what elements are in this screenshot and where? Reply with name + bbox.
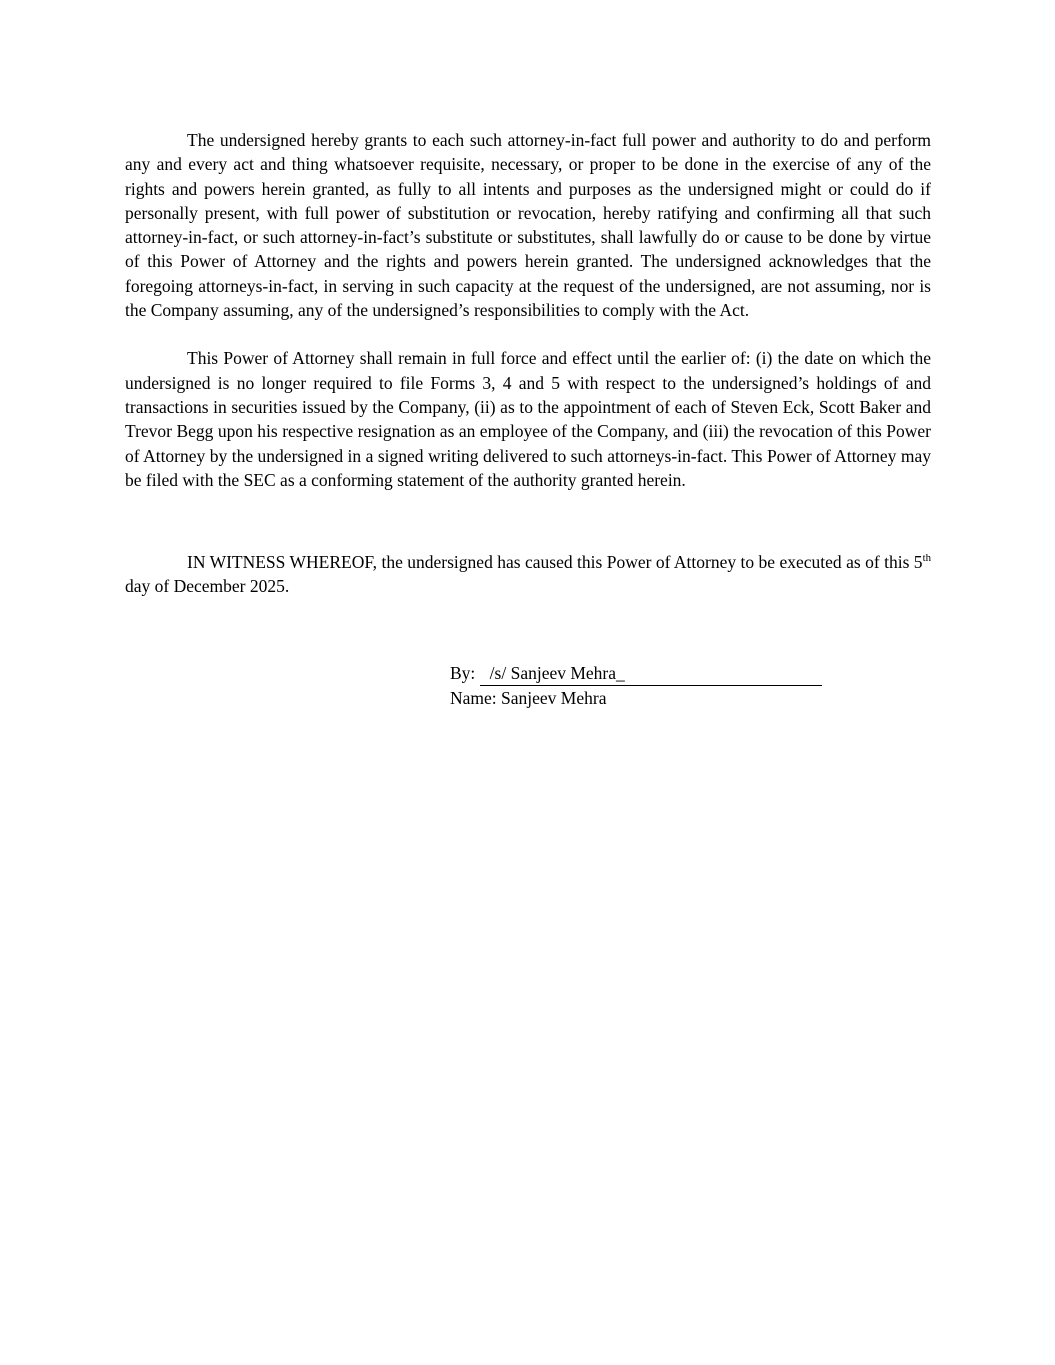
by-label: By: — [450, 662, 476, 683]
witness-text-post: day of December 2025. — [125, 576, 290, 597]
paragraph-termination-conditions: This Power of Attorney shall remain in full force and effect until the earlier of: (i) the date on which the undersigned is no longer required to file Forms 3, 4 and 5 with respect to the undersigned’s holdings of and transactions in securities issued by the Company, (ii) as to the appointment of each of Steven Eck, Scott Baker and Trevor Begg upon his respective resignation as an employee of the Company, and (iii) the revocation of this Power of Attorney by the undersigned in a signed writing delivered to such attorneys-in-fact. This Power of Attorney may be filed with the SEC as a conforming statement of the authority granted herein. — [125, 348, 931, 490]
paragraph-grant-of-authority: The undersigned hereby grants to each such attorney-in-fact full power and authority to do and perform any and every act and thing whatsoever requisite, necessary, or proper to be done in the exercise of any of the rights and powers herein granted, as fully to all intents and purposes as the undersigned might or could do if personally present, with full power of substitution or revocation, hereby ratifying and confirming all that such attorney-in-fact, or such attorney-in-fact’s substitute or substitutes, shall lawfully do or cause to be done by virtue of this Power of Attorney and the rights and powers herein granted. The undersigned acknowledges that the foregoing attorneys-in-fact, in serving in such capacity at the request of the undersigned, are not assuming, nor is the Company assuming, any of the undersigned’s responsibilities to comply with the Act. — [125, 130, 931, 321]
name-value: Sanjeev Mehra — [501, 688, 607, 709]
name-label: Name: — [450, 688, 497, 709]
paragraph-witness-clause — [125, 550, 931, 599]
witness-text-pre: IN WITNESS WHEREOF, the undersigned has caused this Power of Attorney to be executed as of this 5 — [187, 552, 923, 573]
signature-value: /s/ Sanjeev Mehra_ — [489, 662, 625, 683]
signature-name-line — [450, 686, 931, 710]
witness-ordinal-superscript: th — [922, 552, 931, 565]
signature-block — [450, 661, 931, 711]
signature-underline — [480, 661, 822, 686]
signature-by-line — [450, 661, 931, 686]
